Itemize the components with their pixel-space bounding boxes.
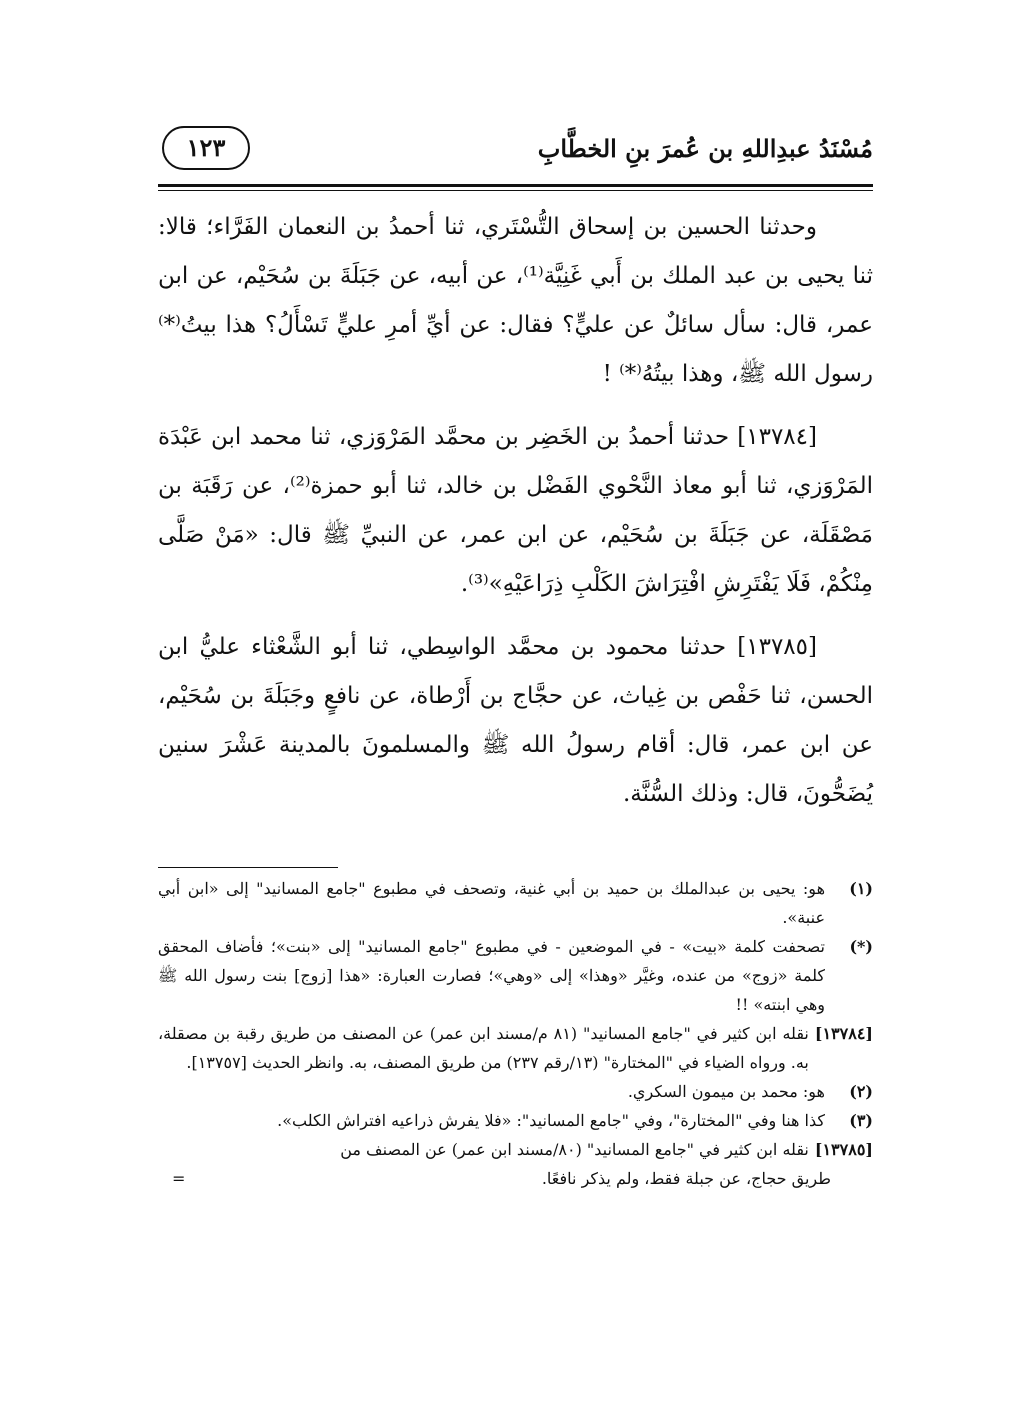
footnote-marker: (١) xyxy=(849,879,873,898)
footnote-marker: (٣) xyxy=(849,1111,873,1130)
footnote-13785 xyxy=(158,1135,873,1164)
footnote-text: تصحفت كلمة «بيت» - في الموضعين - في مطبوع "جامع المسانيد" إلى «بنت»؛ فأضاف المحقق كلمة «زوج» من عنده، وغيَّر «وهذا» إلى «وهي»؛ فصارت العبارة: «هذا [زوج] بنت رسول الله ﷺ وهي ابنته» !! xyxy=(158,937,825,1014)
footnote-marker: [١٣٧٨٤] xyxy=(814,1024,873,1043)
footnote-text: هو: يحيى بن عبدالملك بن حميد بن أبي غنية، وتصحف في مطبوع "جامع المسانيد" إلى «ابن أبي عنبة». xyxy=(158,879,825,927)
footnote-text: نقله ابن كثير في "جامع المسانيد" (٨١ م/مسند ابن عمر) عن المصنف من طريق رقبة بن مصقلة، به. ورواه الضياء في "المختارة" (١٣/رقم ٢٣٧) من طريق المصنف، به. وانظر الحديث [١٣٧٥٧]. xyxy=(158,1024,809,1072)
footnote-separator xyxy=(158,867,338,868)
running-title: مُسْنَدُ عبدِاللهِ بن عُمرَ بنِ الخطَّابِ xyxy=(537,134,873,163)
header-rule-thick xyxy=(158,184,873,187)
footnote-2 xyxy=(158,1077,873,1106)
footnote-text: نقله ابن كثير في "جامع المسانيد" (٨٠/مسند ابن عمر) عن المصنف من xyxy=(340,1140,809,1159)
hadith-13785: [١٣٧٨٥] حدثنا محمود بن محمَّد الواسِطي، ثنا أبو الشَّعْثاء عليُّ ابن الحسن، ثنا حَفْص بن غِياث، عن حجَّاج بن أَرْطاة، عن نافعٍ وجَبَلَةَ بن سُحَيْم، عن ابن عمر، قال: أقام رسولُ الله ﷺ والمسلمونَ بالمدينة عَشْرَ سنين يُضَحُّونَ، قال: وذلك السُّنَّة. xyxy=(158,634,873,807)
footnote-marker: (*) xyxy=(849,937,873,956)
page-number: ١٢٣ xyxy=(162,126,250,170)
hadith-13784: [١٣٧٨٤] حدثنا أحمدُ بن الخَضِر بن محمَّد المَرْوَزي، ثنا محمد ابن عَبْدَة المَرْوَزي، ثنا أبو معاذ النَّحْوي الفَضْل بن خالد، ثنا أبو حمزة⁽²⁾، عن رَقَبَة بن مَصْقَلَة، عن جَبَلَةَ بن سُحَيْم، عن ابن عمر، عن النبيِّ ﷺ قال: «مَنْ صَلَّى مِنْكُمْ، فَلَا يَفْتَرِشِ افْتِرَاشَ الكَلْبِ ذِرَاعَيْهِ»⁽³⁾. xyxy=(158,424,873,597)
footnote-13784 xyxy=(158,1019,873,1077)
continuation-mark: = xyxy=(172,1169,186,1188)
footnote-continuation-text: طريق حجاج، عن جبلة فقط، ولم يذكر نافعًا. xyxy=(541,1169,831,1188)
page-header xyxy=(158,118,873,178)
footnotes xyxy=(158,874,873,1193)
document-page xyxy=(158,118,873,1193)
footnote-star xyxy=(158,932,873,1019)
footnote-marker: (٢) xyxy=(849,1082,873,1101)
footnote-3 xyxy=(158,1106,873,1135)
paragraph-1: وحدثنا الحسين بن إسحاق التُّسْتَري، ثنا أحمدُ بن النعمان الفَرَّاء؛ قالا: ثنا يحيى بن عبد الملك بن أَبي غَنِيَّة⁽¹⁾، عن أبيه، عن جَبَلَةَ بن سُحَيْم، عن ابن عمر، قال: سأل سائلٌ عن عليٍّ؟ فقال: عن أيِّ أمرِ عليٍّ تَسْأَلُ؟ هذا بيتُ⁽*⁾ رسول الله ﷺ، وهذا بيتُهُ⁽*⁾ ! xyxy=(158,214,873,387)
footnote-1 xyxy=(158,874,873,932)
header-rule-thin xyxy=(158,190,873,191)
footnote-marker: [١٣٧٨٥] xyxy=(814,1140,873,1159)
footnote-13785-continuation xyxy=(158,1164,873,1193)
main-text xyxy=(158,203,873,819)
footnote-text: كذا هنا وفي "المختارة"، وفي "جامع المسانيد": «فلا يفرش ذراعيه افتراش الكلب». xyxy=(277,1111,825,1130)
footnote-text: هو: محمد بن ميمون السكري. xyxy=(627,1082,825,1101)
